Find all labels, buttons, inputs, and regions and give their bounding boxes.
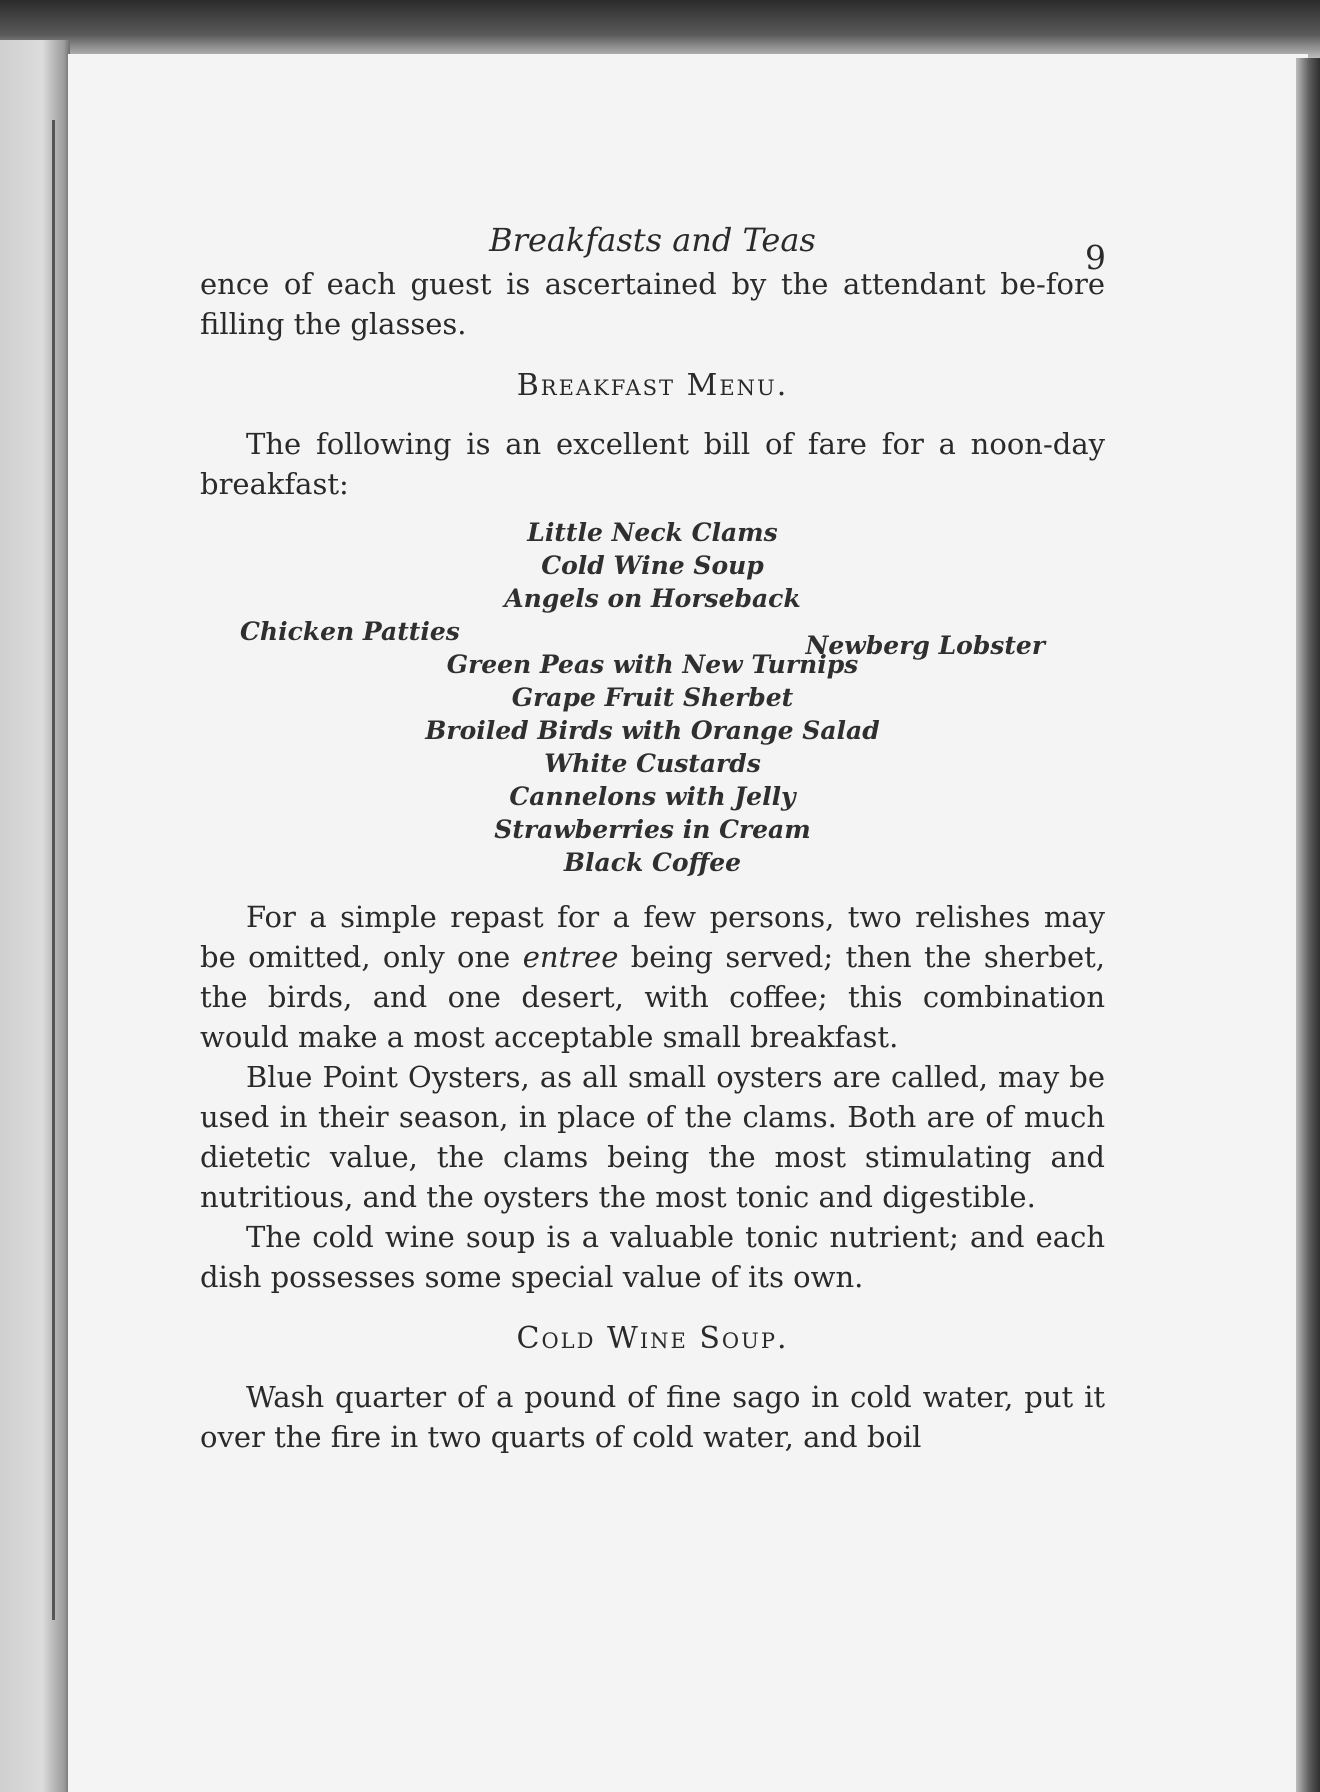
section-heading-breakfast-menu: Breakfast Menu. (516, 368, 789, 403)
paragraph-text: For a simple repast for a few persons, two relishes may be omitted, only one (200, 900, 1105, 974)
paragraph-text: being served; then the sherbet, the birds, and one desert, with coffee; this combination would make a most acceptable small breakfast. (200, 940, 1105, 1054)
section-heading-cold-wine-soup: Cold Wine Soup. (516, 1321, 789, 1356)
paragraph-continuation: ence of each guest is ascertained by the attendant be-fore filling the glasses. (200, 267, 1105, 341)
page-text (200, 200, 1105, 1457)
top-shadow (0, 0, 1320, 58)
running-head (200, 200, 1106, 277)
menu-item: Little Neck Clams (527, 518, 778, 547)
paragraph-wine-soup-note: The cold wine soup is a valuable tonic nutrient; and each dish possesses some special value of its own. (200, 1220, 1105, 1294)
menu-item-pair (200, 615, 1105, 660)
menu-item: Grape Fruit Sherbet (511, 683, 794, 712)
menu-item: Strawberries in Cream (494, 815, 811, 844)
menu-item: White Custards (544, 749, 761, 778)
menu-item-right: Newberg Lobster (805, 631, 1045, 660)
paragraph-intro: The following is an excellent bill of fare for a noon-day breakfast: (200, 427, 1105, 501)
menu-item: Broiled Birds with Orange Salad (425, 716, 880, 745)
page-number: 9 (1085, 238, 1106, 277)
menu-list (200, 516, 1105, 879)
paragraph-recipe: Wash quarter of a pound of fine sago in cold water, put it over the fire in two quarts of cold water, and boil (200, 1380, 1105, 1454)
menu-item: Black Coffee (563, 848, 742, 877)
paragraph-simple-repast (200, 897, 1105, 1057)
book-gutter (52, 120, 55, 1620)
menu-item: Angels on Horseback (504, 584, 801, 613)
paragraph-emphasis: entree (522, 940, 619, 974)
running-head-title: Breakfasts and Teas (489, 221, 816, 259)
right-page-edge (1296, 58, 1320, 1792)
menu-item-left: Chicken Patties (240, 617, 460, 646)
menu-item: Cold Wine Soup (541, 551, 764, 580)
menu-item: Cannelons with Jelly (509, 782, 796, 811)
menu-item: Green Peas with New Turnips (446, 650, 859, 679)
left-page-edge (0, 40, 70, 1792)
paragraph-oysters: Blue Point Oysters, as all small oysters are called, may be used in their season, in place of the clams. Both are of much dietetic value, the clams being the most stimulating and nutritious, and the oysters the most tonic and digestible. (200, 1060, 1105, 1214)
